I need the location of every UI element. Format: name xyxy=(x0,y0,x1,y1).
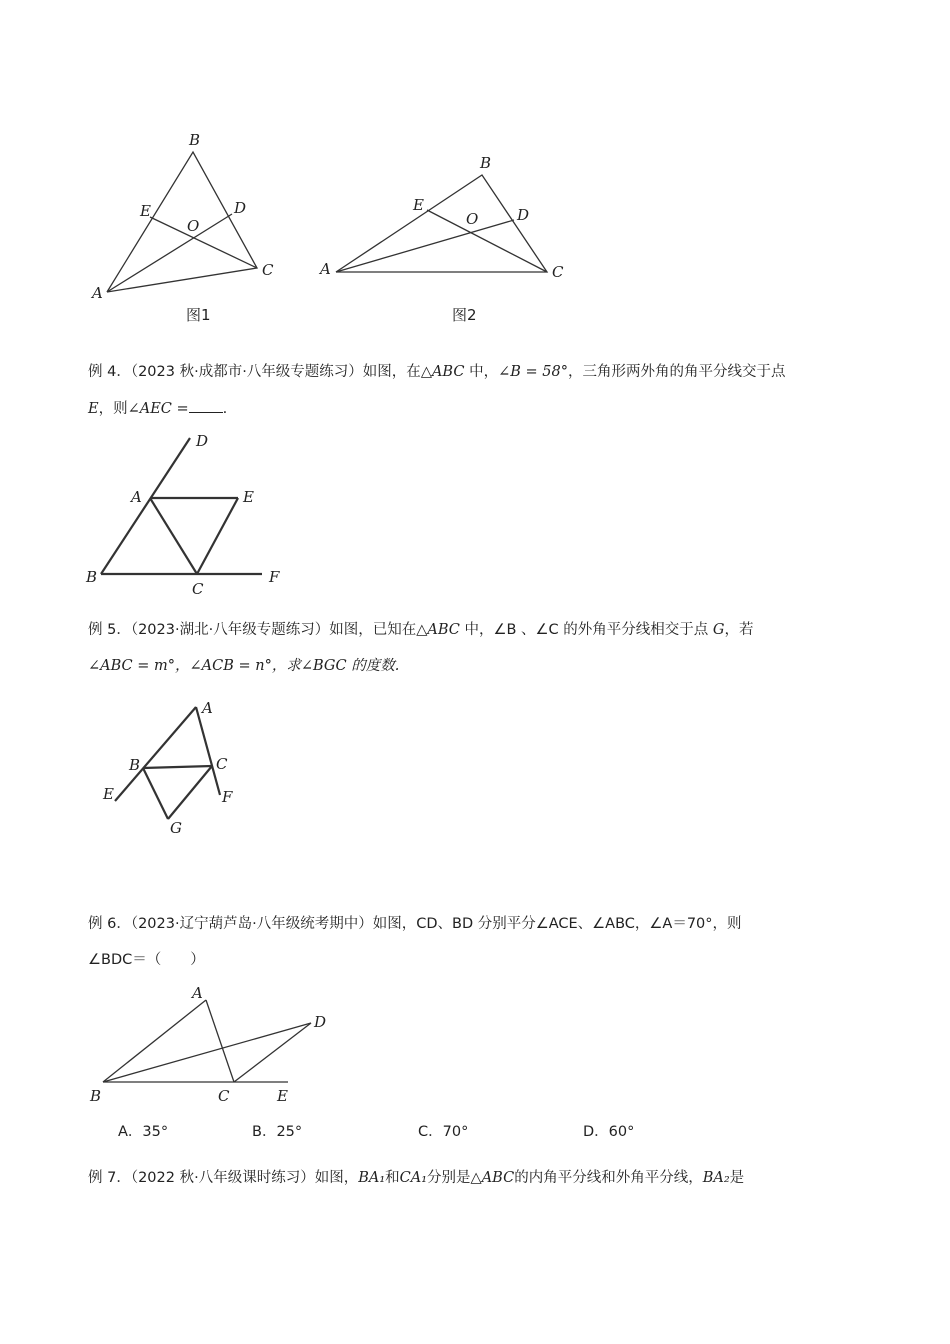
fig2-label-c: C xyxy=(552,263,564,281)
fig2-label-a: A xyxy=(320,260,331,278)
fig1-label-o: O xyxy=(187,217,200,235)
fig6-label-c: C xyxy=(218,1087,230,1105)
fig1-label-d: D xyxy=(234,199,247,217)
ex6-option-a[interactable]: A．35° xyxy=(118,1124,169,1140)
ex4-answer-blank[interactable] xyxy=(189,398,223,413)
fig1-label-c: C xyxy=(262,261,274,279)
fig4-label-e: E xyxy=(243,488,254,506)
fig1-label-e: E xyxy=(140,202,151,220)
fig2-label-o: O xyxy=(466,210,479,228)
ex7-ca1: CA₁ xyxy=(399,1170,428,1186)
fig2-label-d: D xyxy=(517,206,530,224)
figure-ex5 xyxy=(102,699,233,837)
ex5-end: ，若 xyxy=(724,622,754,638)
ex4-period: . xyxy=(222,401,228,417)
example-4-line-1 xyxy=(88,362,785,382)
fig5-label-c: C xyxy=(216,755,228,773)
ex4-triangle: △ABC xyxy=(420,364,465,380)
ex4-angle: ∠B = 58° xyxy=(498,364,568,380)
figure-2 xyxy=(318,154,564,324)
figure-1 xyxy=(90,131,274,324)
example-5-line-1 xyxy=(88,620,753,640)
ex7-and: 和 xyxy=(385,1170,400,1186)
ex5-conditions: ∠ABC = m°，∠ACB = n°，求∠BGC 的度数. xyxy=(88,658,400,674)
ex7-rest: 的内角平分线和外角平分线， xyxy=(514,1170,703,1186)
ex4-mid: 中， xyxy=(464,364,499,380)
fig2-label-b: B xyxy=(480,154,492,172)
fig5-label-a: A xyxy=(202,699,213,717)
ex6-option-c[interactable]: C．70° xyxy=(418,1124,469,1140)
fig6-label-b: B xyxy=(90,1087,102,1105)
example-5-line-2 xyxy=(88,656,399,676)
example-4-line-2 xyxy=(88,398,227,419)
fig2-label-e: E xyxy=(413,196,424,214)
ex5-mid: 中，∠B 、∠C 的外角平分线相交于点 xyxy=(459,622,713,638)
ex4-angle-aec: ∠AEC = xyxy=(127,401,189,417)
fig5-label-f: F xyxy=(222,788,233,806)
fig6-label-d: D xyxy=(314,1013,327,1031)
fig1-label-a: A xyxy=(92,284,103,302)
fig5-label-b: B xyxy=(129,756,141,774)
example-6-line-2: ∠BDC＝（ ） xyxy=(88,952,205,968)
ex7-prefix: 例 7．（2022 秋·八年级课时练习）如图， xyxy=(88,1170,359,1186)
ex7-ba1: BA₁ xyxy=(358,1170,386,1186)
ex7-end: 是 xyxy=(729,1170,745,1186)
fig1-caption: 图1 xyxy=(186,306,211,324)
fig2-caption: 图2 xyxy=(452,306,477,324)
fig4-label-c: C xyxy=(192,580,204,598)
ex4-point-e: E xyxy=(88,401,99,417)
ex4-rest: ，三角形两外角的角平分线交于点 xyxy=(567,364,786,380)
ex6-option-b[interactable]: B．25° xyxy=(252,1124,303,1140)
figure-ex6 xyxy=(89,984,326,1105)
fig4-label-f: F xyxy=(269,568,280,586)
ex6-option-d[interactable]: D．60° xyxy=(583,1124,635,1140)
figure-ex4 xyxy=(85,432,280,598)
fig5-label-g: G xyxy=(170,819,182,837)
ex7-triangle: △ABC xyxy=(470,1170,515,1186)
ex4-prefix: 例 4．（2023 秋·成都市·八年级专题练习）如图，在 xyxy=(88,364,421,380)
ex7-ba2: BA₂ xyxy=(702,1170,730,1186)
ex5-prefix: 例 5．（2023·湖北·八年级专题练习）如图，已知在 xyxy=(88,622,417,638)
fig4-label-b: B xyxy=(86,568,98,586)
ex5-point-g: G xyxy=(712,622,725,638)
example-7-line-1 xyxy=(88,1168,744,1188)
ex7-mid: 分别是 xyxy=(427,1170,471,1186)
ex5-triangle: △ABC xyxy=(416,622,460,638)
fig6-label-a: A xyxy=(192,984,203,1002)
fig1-label-b: B xyxy=(189,131,201,149)
fig6-label-e: E xyxy=(277,1087,288,1105)
ex4-then: ，则 xyxy=(98,401,128,417)
example-6-line-1: 例 6．（2023·辽宁葫芦岛·八年级统考期中）如图，CD、BD 分别平分∠ACE、∠ABC，∠A＝70°，则 xyxy=(88,916,742,932)
fig4-label-d: D xyxy=(196,432,209,450)
fig4-label-a: A xyxy=(131,488,142,506)
fig5-label-e: E xyxy=(103,785,114,803)
